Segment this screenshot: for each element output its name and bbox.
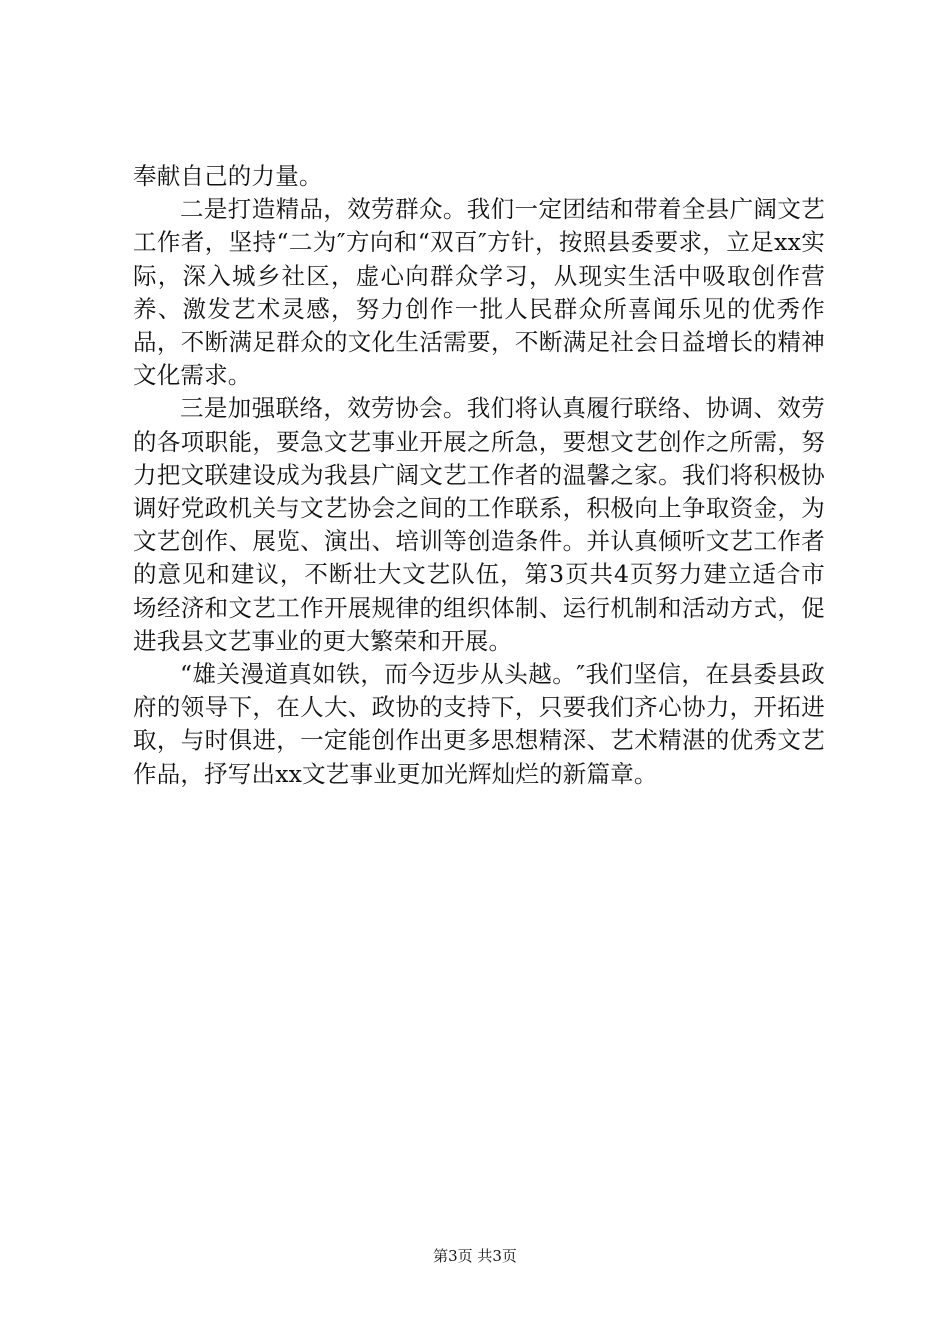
page-footer: 第3页 共3页 [433,1247,517,1265]
paragraph-1: 奉献自己的力量。 [133,162,323,190]
document-body [133,160,825,791]
paragraph-4: “雄关漫道真如铁，而今迈步从头越。″我们坚信，在县委县政府的领导下，在人大、政协的支持下，只要我们齐心协力，开拓进取，与时俱进，一定能创作出更多思想精深、艺术精湛的优秀文艺作品，抒写出xx文艺事业更加光辉灿烂的新篇章。 [133,660,825,788]
paragraph-3: 三是加强联络，效劳协会。我们将认真履行联络、协调、效劳的各项职能，要急文艺事业开展之所急，要想文艺创作之所需，努力把文联建设成为我县广阔文艺工作者的温馨之家。我们将积极协调好党政机关与文艺协会之间的工作联系，积极向上争取资金，为文艺创作、展览、演出、培训等创造条件。并认真倾听文艺工作者的意见和建议，不断壮大文艺队伍，第3页共4页努力建立适合市场经济和文艺工作开展规律的组织体制、运行机制和活动方式，促进我县文艺事业的更大繁荣和开展。 [133,394,825,655]
paragraph-2: 二是打造精品，效劳群众。我们一定团结和带着全县广阔文艺工作者，坚持“二为″方向和“双百″方针，按照县委要求，立足xx实际，深入城乡社区，虚心向群众学习，从现实生活中吸取创作营养、激发艺术灵感，努力创作一批人民群众所喜闻乐见的优秀作品，不断满足群众的文化生活需要，不断满足社会日益增长的精神文化需求。 [133,195,825,390]
